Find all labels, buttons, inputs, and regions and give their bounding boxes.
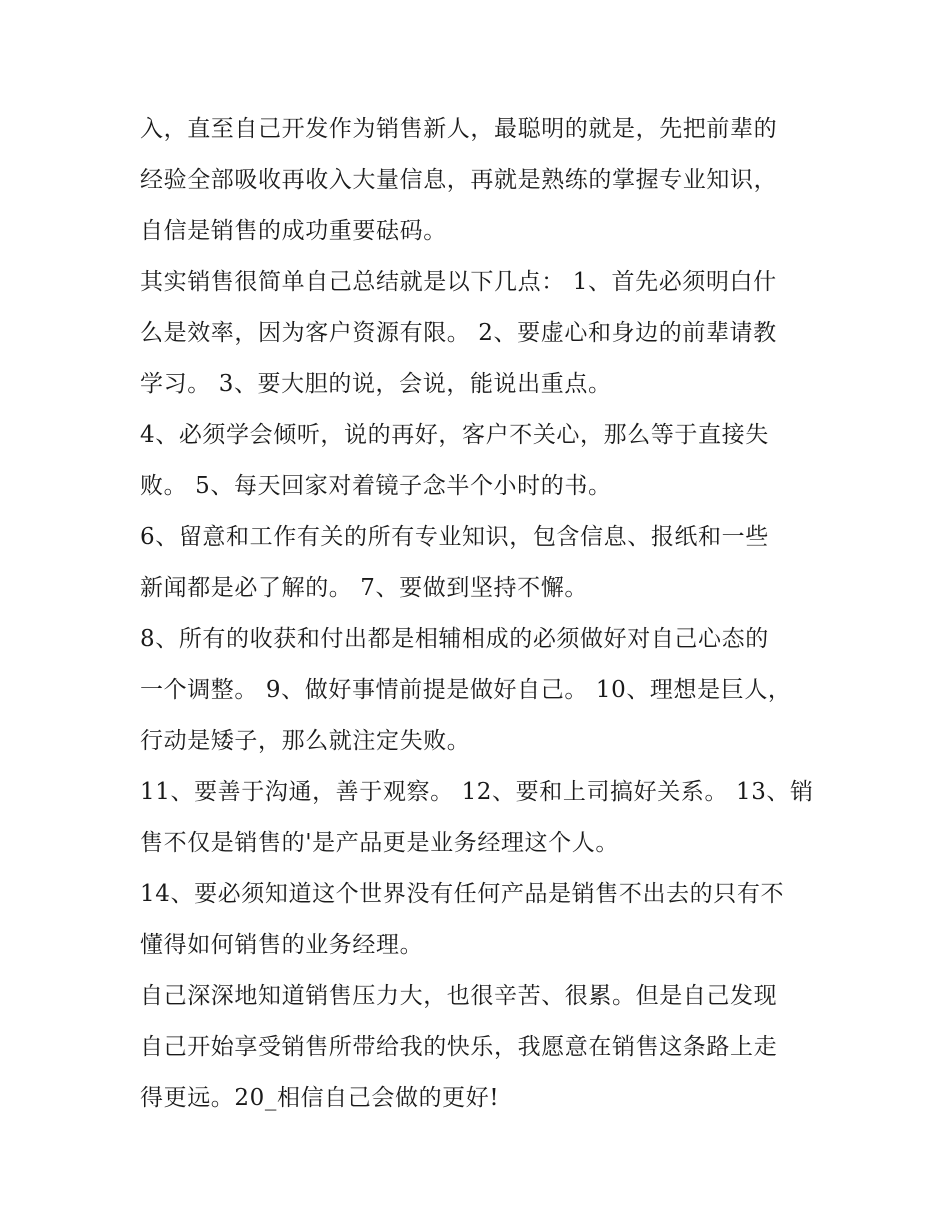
paragraph-point-11-13 [140, 767, 816, 869]
paragraph-conclusion [140, 971, 816, 1124]
text-line: 6、留意和工作有关的所有专业知识，包含信息、报纸和一些 [140, 524, 769, 550]
text-line: 得更远。20_相信自己会做的更好! [140, 1085, 500, 1111]
text-line: 行动是矮子，那么就注定失败。 [140, 728, 471, 754]
text-line: 懂得如何销售的业务经理。 [140, 932, 424, 958]
text-line: 入，直至自己开发作为销售新人，最聪明的就是，先把前辈的 [140, 116, 778, 142]
text-line: 么是效率，因为客户资源有限。 2、要虚心和身边的前辈请教 [140, 320, 777, 346]
paragraph-point-14 [140, 869, 816, 971]
text-line: 售不仅是销售的'是产品更是业务经理这个人。 [140, 830, 619, 856]
text-line: 学习。 3、要大胆的说，会说，能说出重点。 [140, 371, 612, 397]
text-line: 新闻都是必了解的。 7、要做到坚持不懈。 [140, 575, 588, 601]
text-line: 自己开始享受销售所带给我的快乐，我愿意在销售这条路上走 [140, 1034, 778, 1060]
paragraph-point-4-5 [140, 410, 816, 512]
paragraph-point-8-10 [140, 614, 816, 767]
text-line: 经验全部吸收再收入大量信息，再就是熟练的掌握专业知识， [140, 167, 778, 193]
text-line: 自信是销售的成功重要砝码。 [140, 218, 447, 244]
document-body [140, 104, 816, 1124]
text-line: 14、要必须知道这个世界没有任何产品是销售不出去的只有不 [140, 881, 785, 907]
paragraph-intro-continuation [140, 104, 816, 257]
paragraph-point-6-7 [140, 512, 816, 614]
paragraph-summary-points [140, 257, 816, 410]
text-line: 自己深深地知道销售压力大，也很辛苦、很累。但是自己发现 [140, 983, 778, 1009]
text-line: 4、必须学会倾听，说的再好，客户不关心，那么等于直接失 [140, 422, 769, 448]
text-line: 败。 5、每天回家对着镜子念半个小时的书。 [140, 473, 612, 499]
text-line: 11、要善于沟通，善于观察。 12、要和上司搞好关系。 13、销 [140, 779, 814, 805]
text-line: 一个调整。 9、做好事情前提是做好自己。 10、理想是巨人， [140, 677, 792, 703]
text-line: 其实销售很简单自己总结就是以下几点： 1、首先必须明白什 [140, 269, 777, 295]
text-line: 8、所有的收获和付出都是相辅相成的必须做好对自己心态的 [140, 626, 769, 652]
